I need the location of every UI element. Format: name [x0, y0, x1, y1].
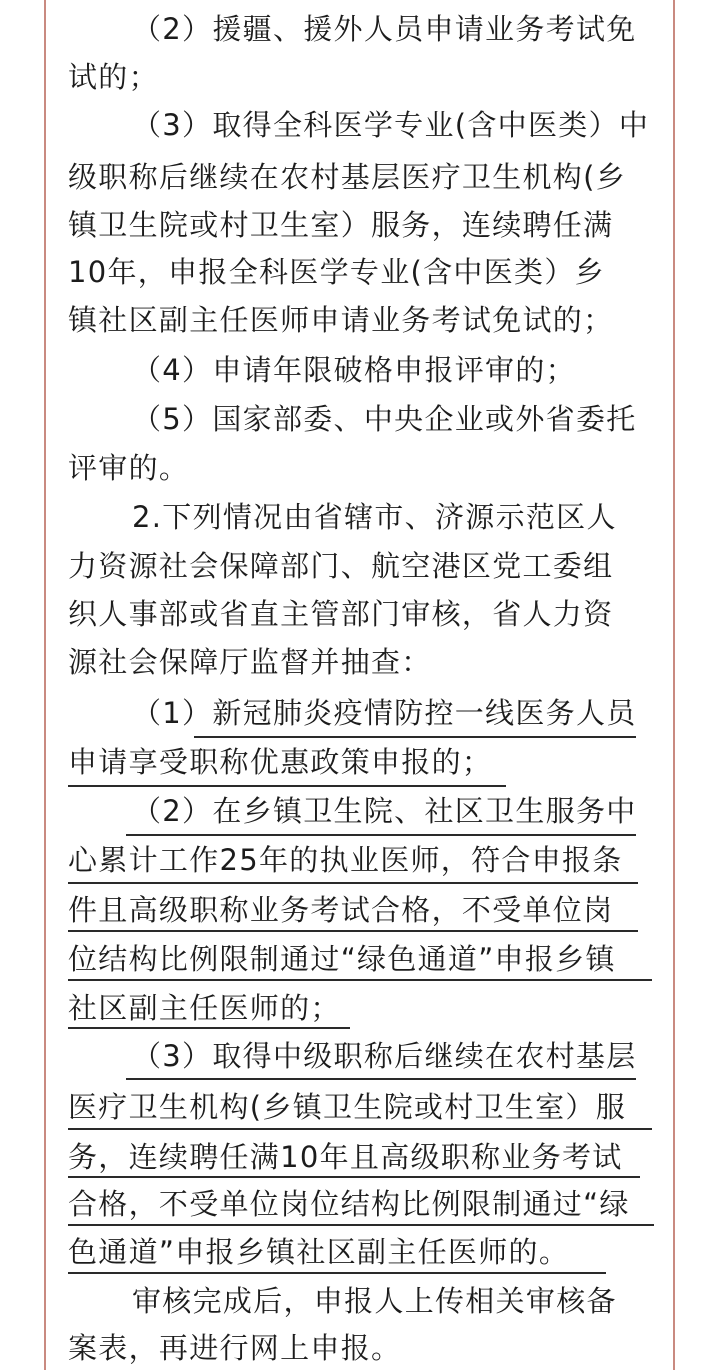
text-line-26: 色通道”申报乡镇社区副主任医师的。 — [68, 1235, 570, 1269]
underline — [68, 785, 506, 787]
underline — [68, 1128, 652, 1130]
text-line-7: 镇社区副主任医师申请业务考试免试的； — [68, 303, 614, 337]
text-line-23: 医疗卫生机构(乡镇卫生院或村卫生室）服 — [68, 1090, 627, 1124]
text-line-27: 审核完成后，申报人上传相关审核备 — [132, 1284, 617, 1318]
underline — [68, 1176, 640, 1178]
text-line-12: 力资源社会保障部门、航空港区党工委组 — [68, 549, 614, 583]
text-line-9: （5）国家部委、中央企业或外省委托 — [132, 402, 637, 436]
underline — [68, 1224, 654, 1226]
text-line-18: 心累计工作25年的执业医师，符合申报条 — [68, 843, 623, 877]
underline — [68, 979, 652, 981]
underline — [126, 834, 636, 836]
text-line-13: 织人事部或省直主管部门审核，省人力资 — [68, 597, 614, 631]
text-line-14: 源社会保障厅监督并抽查： — [68, 645, 432, 679]
underline — [194, 736, 636, 738]
text-line-19: 件且高级职称业务考试合格，不受单位岗 — [68, 893, 614, 927]
text-line-17: （2）在乡镇卫生院、社区卫生服务中 — [132, 794, 637, 828]
underline — [126, 1078, 636, 1080]
underline — [68, 1272, 606, 1274]
text-line-11: 2.下列情况由省辖市、济源示范区人 — [132, 500, 617, 534]
text-line-15: （1）新冠肺炎疫情防控一线医务人员 — [132, 696, 637, 730]
text-line-16: 申请享受职称优惠政策申报的； — [68, 745, 493, 779]
text-line-4: 级职称后继续在农村基层医疗卫生机构(乡 — [68, 160, 627, 194]
text-line-5: 镇卫生院或村卫生室）服务，连续聘任满 — [68, 208, 614, 242]
text-line-24: 务，连续聘任满10年且高级职称业务考试 — [68, 1140, 623, 1174]
text-line-8: （4）申请年限破格申报评审的； — [132, 353, 576, 387]
left-margin-rule — [44, 0, 46, 1370]
text-line-21: 社区副主任医师的； — [68, 991, 341, 1025]
text-line-25: 合格，不受单位岗位结构比例限制通过“绿 — [68, 1187, 630, 1221]
underline — [68, 1027, 350, 1029]
text-line-28: 案表，再进行网上申报。 — [68, 1331, 402, 1365]
text-line-3: （3）取得全科医学专业(含中医类）中 — [132, 108, 650, 142]
right-margin-rule — [673, 0, 675, 1370]
text-line-2: 试的； — [68, 60, 159, 94]
underline — [68, 882, 638, 884]
text-line-20: 位结构比例限制通过“绿色通道”申报乡镇 — [68, 942, 616, 976]
text-line-10: 评审的。 — [68, 451, 190, 485]
underline — [68, 930, 638, 932]
text-line-1: （2）援疆、援外人员申请业务考试免 — [132, 12, 637, 46]
text-line-22: （3）取得中级职称后继续在农村基层 — [132, 1039, 637, 1073]
text-line-6: 10年，申报全科医学专业(含中医类）乡 — [68, 255, 605, 289]
